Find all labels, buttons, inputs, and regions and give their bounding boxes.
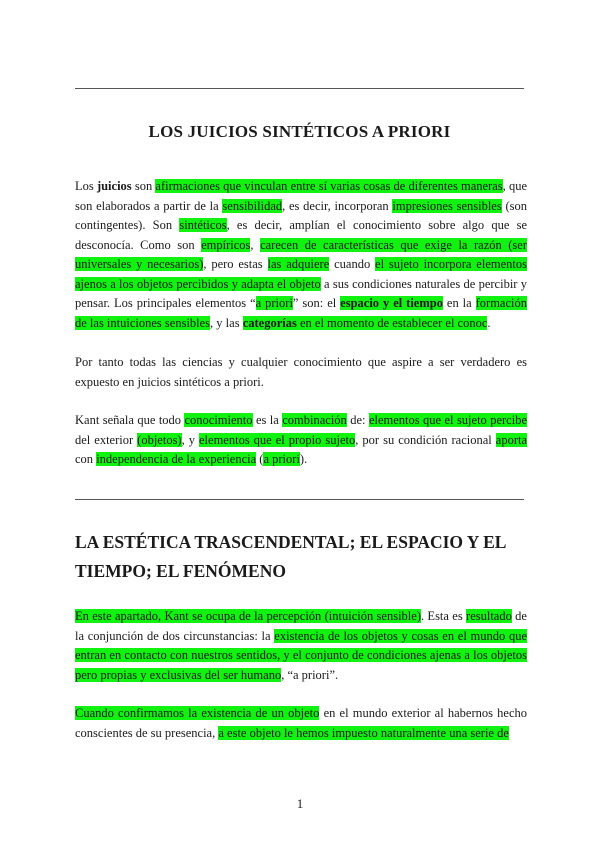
highlighted-text: sensibilidad (222, 198, 283, 213)
highlighted-text: sintéticos (179, 218, 227, 232)
highlighted-text: conocimiento (184, 413, 253, 427)
paragraph-ciencias (75, 353, 527, 392)
highlighted-text: resultado (466, 609, 512, 623)
text-run: a sus condiciones naturales de percibir y pensar. Los principales elementos “ (75, 276, 527, 310)
highlighted-text: espacio y el tiempo (340, 296, 443, 310)
paragraph-percepcion (75, 607, 527, 685)
text-run: de la conjunción de dos circunstancias: la (75, 609, 527, 643)
text-run: , que son elaborados a partir de la (75, 179, 527, 213)
text-run: en el mundo exterior al habernos hecho conscientes de su presencia, (75, 706, 527, 740)
text-run: , por su condición racional (355, 432, 496, 447)
paragraph-existencia-objeto (75, 704, 527, 743)
text-run: ” son: el (292, 296, 341, 310)
text-run: , y (181, 432, 199, 447)
highlighted-text: impresiones sensibles (392, 198, 502, 213)
highlighted-text: combinación (282, 413, 347, 427)
highlighted-text: independencia de la experiencia (96, 452, 257, 466)
highlighted-text: aporta (495, 432, 528, 447)
text-run: ). (299, 452, 308, 466)
text-run: cuando (329, 257, 376, 271)
highlighted-text: a priori (263, 452, 300, 466)
highlighted-text: existencia de los objetos y cosas en el mundo que entran en contacto con nuestros sentidos, y el conjunto de condiciones ajenas a los objetos pero propias y exclusivas del ser humano (75, 628, 527, 682)
highlighted-text: carecen de características que exige la razón (ser universales y necesarios) (75, 237, 528, 271)
highlighted-text: categorías (242, 315, 297, 330)
text-run: , pero estas (203, 257, 268, 271)
section-title-estetica: LA ESTÉTICA TRASCENDENTAL; EL ESPACIO Y EL TIEMPO; EL FENÓMENO (75, 532, 506, 581)
highlighted-text: el sujeto incorpora elementos ajenos a los objetos percibidos y adapta el objeto (75, 257, 527, 291)
text-run: juicios (96, 179, 132, 193)
text-run: Los (75, 179, 97, 193)
text-run: , “a priori”. (281, 667, 339, 682)
highlighted-text: elementos que el propio sujeto (199, 432, 356, 447)
text-run: . Esta es (420, 609, 467, 623)
highlighted-text: a priori (255, 296, 293, 310)
text-run: , (250, 237, 261, 252)
text-run: con (75, 452, 97, 466)
text-run: de: (346, 413, 369, 427)
highlighted-text: En este apartado, Kant se ocupa de la percepción (intuición sensible) (75, 609, 421, 623)
text-run: en la (442, 296, 476, 310)
text-run: del exterior (75, 432, 138, 447)
text-run: , es decir, incorporan (282, 198, 393, 213)
highlighted-text: a este objeto le hemos impuesto naturalmente una serie de (218, 725, 509, 740)
highlighted-text: formación de las intuiciones sensibles (75, 296, 527, 330)
text-run: son (131, 179, 156, 193)
page-number: 1 (296, 796, 304, 811)
text-run: , es decir, amplían el conocimiento sobre algo que se desconocía. Como son (75, 218, 527, 252)
paragraph-kant-conocimiento (75, 411, 527, 470)
highlighted-text: las adquiere (267, 257, 330, 271)
section-title-juicios: LOS JUICIOS SINTÉTICOS A PRIORI (148, 122, 451, 141)
text-run: , y las (210, 315, 243, 330)
text-run: es la (252, 413, 283, 427)
text-run: . (487, 315, 491, 330)
highlighted-text: afirmaciones que vinculan entre sí varias cosas de diferentes maneras (155, 179, 503, 193)
highlighted-text: elementos que el sujeto percibe (368, 413, 528, 427)
text-run: Kant señala que todo (75, 413, 185, 427)
highlighted-text: empíricos (201, 237, 251, 252)
highlighted-text: en el momento de establecer el conoc (296, 315, 488, 330)
highlighted-text: Cuando confirmamos la existencia de un objeto (75, 706, 320, 720)
highlighted-text: (objetos) (137, 432, 182, 447)
text-run: ( (256, 452, 264, 466)
text-run: Por tanto todas las ciencias y cualquier conocimiento que aspire a ser verdadero es expuesto en juicios sintéticos a priori. (75, 355, 527, 389)
text-run: (son contingentes). Son (75, 198, 527, 232)
middle-divider (75, 499, 524, 500)
paragraph-juicios-definition (75, 177, 527, 333)
top-divider (75, 88, 524, 89)
